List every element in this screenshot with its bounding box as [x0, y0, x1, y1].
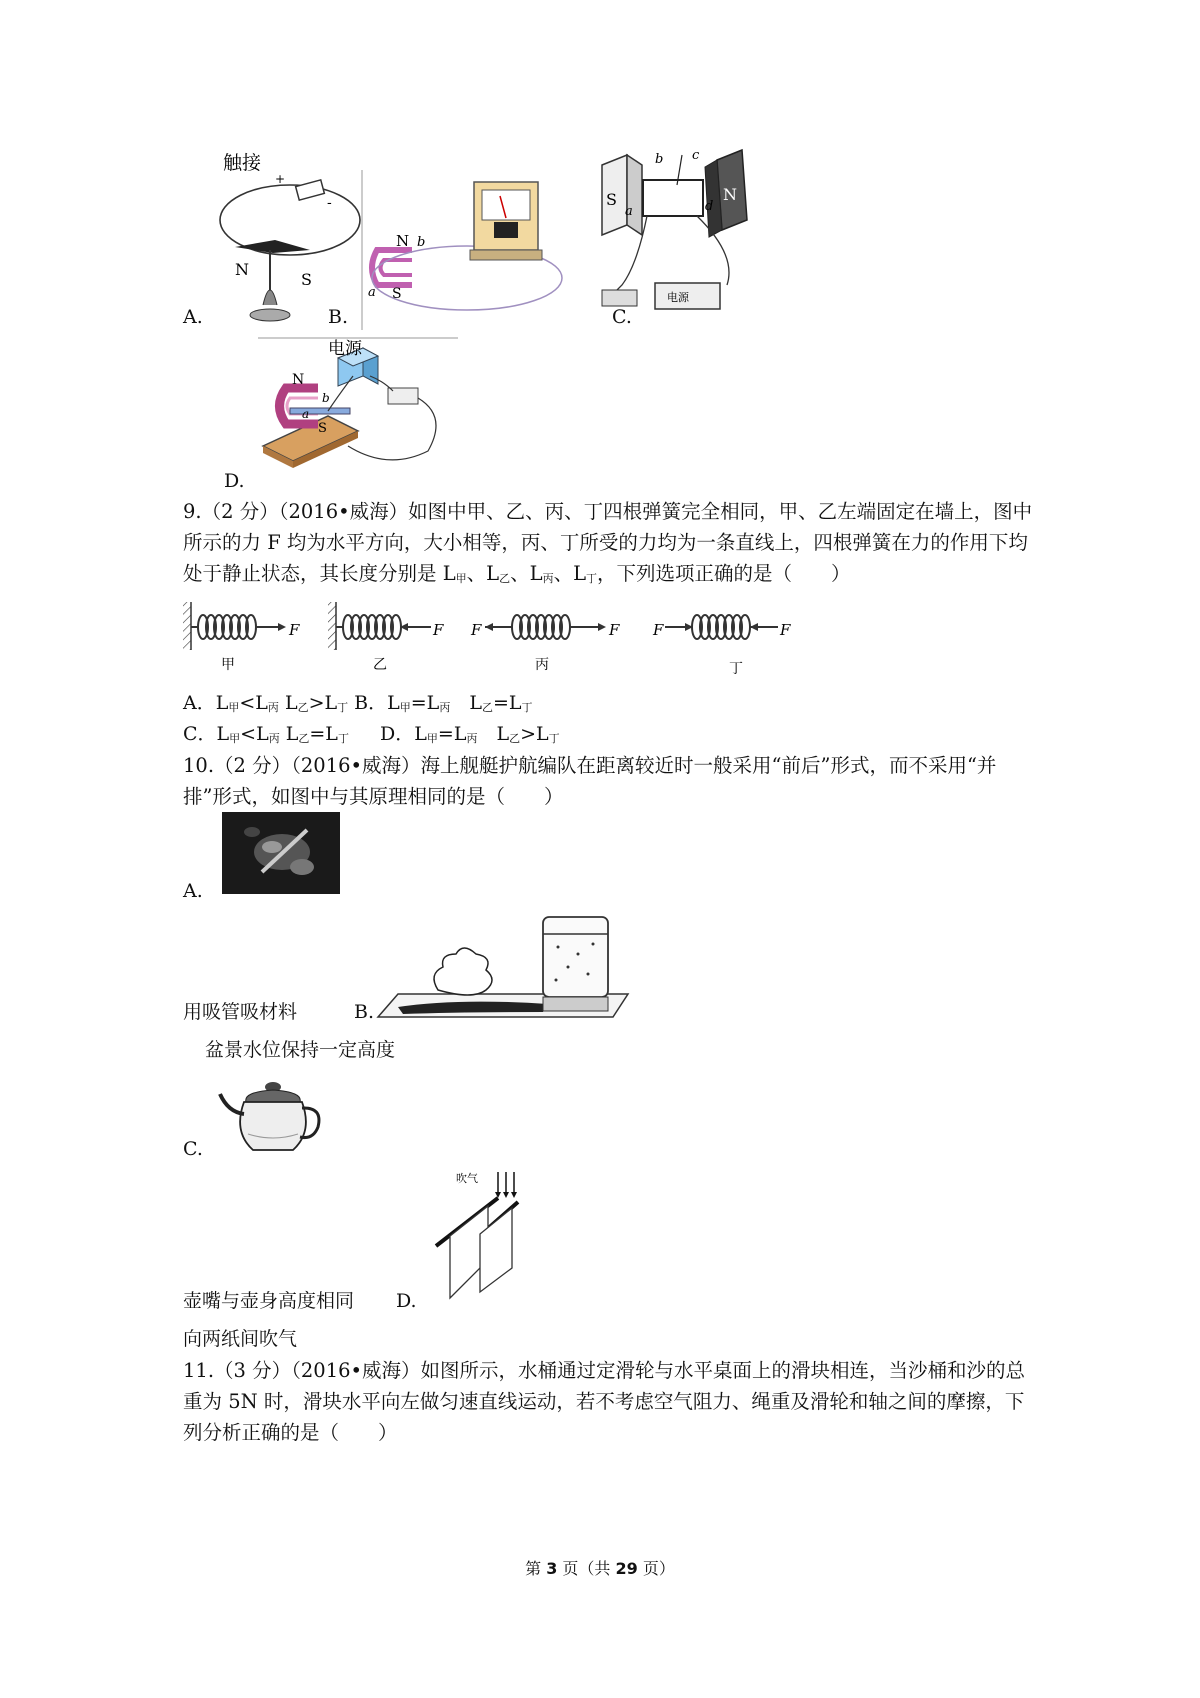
svg-text:a: a	[368, 285, 376, 300]
svg-text:F: F	[471, 621, 482, 639]
svg-text:N: N	[235, 260, 249, 279]
q10-caption-c: 壶嘴与壶身高度相同	[183, 1290, 355, 1312]
page-footer: 第 3 页（共 29 页）	[525, 1559, 675, 1578]
q10-caption-b: 盆景水位保持一定高度	[205, 1039, 396, 1061]
q11-stem: 11.（3 分）（2016•威海）如图所示，水桶通过定滑轮与水平桌面上的滑块相连，当沙桶和沙的总重为 5N 时，滑块水平向左做匀速直线运动，若不考虑空气阻力、绳重及滑轮和轴之间的摩擦，下列分析正确的是（ ）	[183, 1359, 1026, 1444]
svg-text:电源: 电源	[667, 291, 689, 304]
svg-text:F: F	[433, 621, 444, 639]
q10-option-a[interactable]: A.	[183, 880, 203, 902]
svg-text:a: a	[302, 407, 310, 421]
spring-label-yi: 乙	[373, 657, 387, 673]
q10-option-b[interactable]: B.	[354, 1001, 375, 1023]
page-number: 3	[546, 1559, 558, 1578]
spring-ding	[665, 615, 778, 639]
svg-text:a: a	[625, 204, 633, 219]
spring-yi	[336, 615, 431, 639]
svg-text:d: d	[705, 199, 714, 214]
svg-text:电源: 电源	[328, 339, 362, 359]
q9-options-row1	[183, 688, 532, 723]
q8-option-c[interactable]: C.	[612, 306, 632, 328]
svg-text:S: S	[301, 270, 312, 289]
page-total: 29	[615, 1559, 638, 1578]
q10-stem: 10.（2 分）（2016•威海）海上舰艇护航编队在距离较近时一般采用“前后”形式，而不采用“并排”形式，如图中与其原理相同的是（ ）	[183, 754, 997, 808]
q9-option-a[interactable]: A．L甲<L丙 L乙>L丁	[183, 692, 349, 714]
q8-option-b[interactable]: B.	[328, 306, 349, 328]
svg-text:F: F	[289, 621, 300, 639]
spring-label-jia: 甲	[221, 657, 235, 673]
q10-figure-d	[428, 1168, 538, 1303]
svg-text:N: N	[723, 185, 737, 204]
q9-option-d[interactable]: D．L甲=L丙 L乙>L丁	[380, 723, 560, 745]
q10-option-c[interactable]: C.	[183, 1138, 203, 1160]
svg-text:+: +	[275, 172, 286, 186]
q10-option-d[interactable]: D.	[396, 1290, 417, 1312]
spring-bing	[485, 615, 598, 639]
q8-option-d[interactable]: D.	[224, 470, 245, 492]
svg-text:N: N	[396, 232, 410, 250]
spring-label-bing: 丙	[535, 657, 549, 673]
q9-option-b[interactable]: B．L甲=L丙 L乙=L丁	[354, 692, 533, 714]
svg-text:b: b	[322, 391, 330, 405]
q10-caption-a: 用吸管吸材料	[183, 1001, 298, 1023]
svg-text:S: S	[606, 190, 617, 209]
q9-springs-figure	[183, 597, 823, 675]
svg-text:b: b	[417, 235, 426, 250]
q10-figure-b	[378, 912, 630, 1022]
spring-label-ding: 丁	[729, 661, 743, 677]
q8-option-a[interactable]: A.	[183, 306, 203, 328]
svg-text:S: S	[318, 421, 327, 436]
q8-figure-b	[362, 170, 562, 330]
q9-stem: 9.（2 分）（2016•威海）如图中甲、乙、丙、丁四根弹簧完全相同，甲、乙左端固定在墙上，图中所示的力 F 均为水平方向，大小相等，丙、丁所受的力均为一条直线上，四根弹簧在力的作用下均处于静止状态，其长度分别是 L甲、L乙、L丙、L丁，下列选项正确的是（ ）	[183, 500, 1033, 585]
spring-jia	[191, 615, 278, 639]
svg-text:N: N	[292, 372, 305, 388]
svg-text:吹气: 吹气	[456, 1172, 478, 1185]
q10-figure-a	[222, 812, 340, 894]
svg-text:F: F	[780, 621, 791, 639]
q10-figure-c	[218, 1072, 326, 1154]
svg-text:-: -	[327, 195, 332, 211]
svg-text:S: S	[392, 286, 402, 302]
q9-options-row2	[183, 719, 560, 754]
svg-text:F: F	[653, 621, 664, 639]
fig-a-label: 触接	[223, 152, 262, 174]
svg-text:F: F	[609, 621, 620, 639]
q9-option-c[interactable]: C．L甲<L丙 L乙=L丁	[183, 723, 349, 745]
svg-text:b: b	[655, 152, 664, 167]
svg-text:c: c	[692, 148, 700, 163]
q10-caption-d: 向两纸间吹气	[183, 1328, 298, 1350]
q8-figure-d	[258, 336, 478, 486]
